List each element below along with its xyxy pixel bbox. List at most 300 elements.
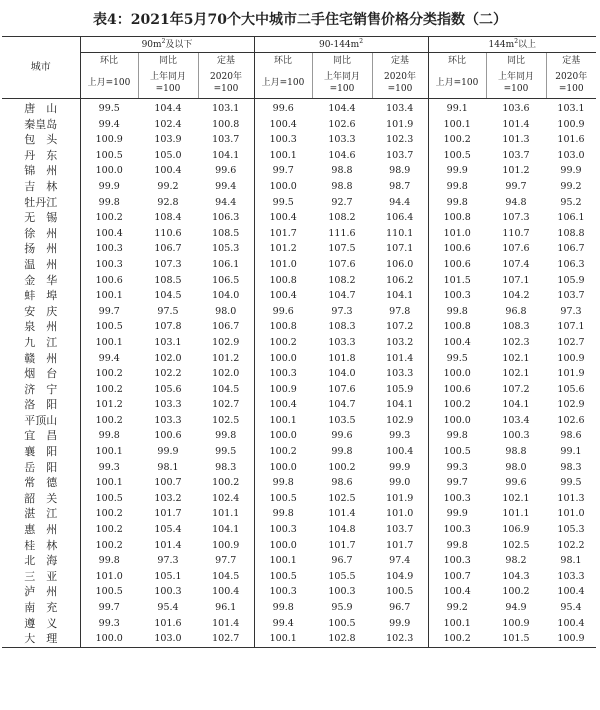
index-value: 100.2	[328, 461, 356, 473]
table-row	[2, 117, 596, 133]
city-name: 岳 阳	[24, 460, 58, 474]
city-name: 吉 林	[24, 179, 58, 193]
table-row	[2, 522, 596, 538]
index-value: 103.3	[154, 399, 182, 411]
index-value: 103.3	[328, 336, 356, 348]
index-value: 99.6	[505, 477, 527, 489]
sub-header: 同比	[138, 53, 198, 69]
index-value: 100.1	[254, 553, 312, 569]
index-value: 106.1	[212, 258, 240, 270]
index-value: 101.2	[502, 165, 530, 177]
index-value: 106.3	[212, 212, 240, 224]
index-value: 98.0	[215, 305, 237, 317]
index-value: 101.4	[154, 539, 182, 551]
table-row	[2, 241, 596, 257]
index-value: 108.3	[328, 321, 356, 333]
index-value: 101.0	[557, 508, 585, 520]
index-value: 102.2	[557, 539, 585, 551]
index-value: 99.5	[80, 99, 138, 117]
index-value: 99.8	[428, 428, 486, 444]
index-value: 106.7	[212, 321, 240, 333]
index-value: 102.4	[154, 118, 182, 130]
index-value: 105.3	[212, 243, 240, 255]
sub-header: 定基	[198, 53, 254, 69]
index-value: 100.4	[428, 335, 486, 351]
index-value: 101.3	[502, 134, 530, 146]
index-value: 103.3	[557, 570, 585, 582]
table-row	[2, 444, 596, 460]
index-value: 103.4	[502, 414, 530, 426]
index-value: 105.5	[328, 570, 356, 582]
index-value: 104.1	[212, 149, 240, 161]
index-value: 101.7	[328, 539, 356, 551]
city-name: 秦皇岛	[24, 117, 58, 131]
index-value: 107.1	[386, 243, 414, 255]
city-name: 北 海	[24, 554, 58, 568]
sub-header: 环比	[428, 53, 486, 69]
index-value: 103.7	[557, 290, 585, 302]
table-row	[2, 553, 596, 569]
index-value: 101.3	[557, 492, 585, 504]
index-value: 101.4	[502, 118, 530, 130]
index-value: 99.1	[428, 99, 486, 117]
index-value: 100.0	[80, 163, 138, 179]
index-value: 103.7	[212, 134, 240, 146]
header-row-sub	[2, 53, 596, 69]
table-row	[2, 397, 596, 413]
index-value: 105.3	[557, 524, 585, 536]
city-name: 襄 阳	[24, 445, 58, 459]
index-value: 100.2	[80, 210, 138, 226]
index-value: 107.3	[502, 212, 530, 224]
sub-header: 定基	[546, 53, 596, 69]
header-row-base	[2, 68, 596, 99]
index-value: 103.3	[328, 134, 356, 146]
index-value: 97.5	[157, 305, 179, 317]
index-value: 100.4	[386, 446, 414, 458]
index-value: 103.1	[154, 336, 182, 348]
index-value: 104.1	[502, 399, 530, 411]
index-value: 99.8	[331, 446, 353, 458]
index-value: 99.8	[254, 475, 312, 491]
table-row	[2, 382, 596, 398]
index-value: 100.3	[502, 430, 530, 442]
city-name: 泉 州	[24, 320, 58, 334]
index-value: 97.7	[215, 555, 237, 567]
index-value: 99.2	[560, 180, 582, 192]
index-value: 101.6	[154, 617, 182, 629]
index-value: 104.1	[386, 399, 414, 411]
index-value: 99.9	[389, 461, 411, 473]
table-row	[2, 273, 596, 289]
table-row	[2, 226, 596, 242]
index-value: 104.9	[386, 570, 414, 582]
index-value: 97.4	[389, 555, 411, 567]
index-value: 107.1	[557, 321, 585, 333]
index-value: 99.8	[428, 195, 486, 211]
index-value: 102.1	[502, 352, 530, 364]
index-value: 100.4	[254, 117, 312, 133]
index-value: 98.3	[215, 461, 237, 473]
index-value: 98.2	[505, 555, 527, 567]
index-value: 100.4	[254, 288, 312, 304]
index-value: 107.4	[502, 258, 530, 270]
index-value: 97.3	[331, 305, 353, 317]
index-value: 100.9	[502, 617, 530, 629]
index-value: 106.9	[502, 524, 530, 536]
index-value: 100.3	[428, 288, 486, 304]
index-value: 106.7	[154, 243, 182, 255]
city-name: 洛 阳	[24, 398, 58, 412]
index-value: 100.1	[80, 444, 138, 460]
index-value: 100.4	[557, 617, 585, 629]
index-value: 97.3	[157, 555, 179, 567]
index-value: 99.3	[80, 616, 138, 632]
index-value: 99.8	[428, 304, 486, 320]
index-value: 102.5	[328, 492, 356, 504]
index-value: 99.7	[254, 163, 312, 179]
index-value: 104.4	[328, 103, 356, 114]
index-value: 100.5	[328, 617, 356, 629]
index-value: 98.8	[331, 165, 353, 177]
index-value: 100.4	[154, 165, 182, 177]
index-value: 107.2	[386, 321, 414, 333]
city-name: 大 理	[2, 631, 80, 647]
index-value: 100.6	[154, 430, 182, 442]
index-value: 101.0	[254, 257, 312, 273]
city-name: 三 亚	[24, 569, 58, 583]
table-row	[2, 538, 596, 554]
index-value: 100.2	[80, 413, 138, 429]
index-value: 108.4	[154, 212, 182, 224]
index-value: 100.8	[212, 118, 240, 130]
index-value: 99.8	[428, 538, 486, 554]
index-value: 101.9	[386, 118, 414, 130]
city-name: 包 头	[24, 133, 58, 147]
table-row	[2, 428, 596, 444]
index-value: 101.4	[212, 617, 240, 629]
index-value: 100.1	[428, 117, 486, 133]
index-value: 99.6	[331, 430, 353, 442]
index-value: 99.8	[80, 553, 138, 569]
index-value: 101.2	[212, 352, 240, 364]
city-name: 无 锡	[24, 211, 58, 225]
city-name: 韶 关	[24, 491, 58, 505]
index-value: 99.4	[215, 180, 237, 192]
price-index-table	[2, 36, 596, 648]
index-value: 105.0	[154, 149, 182, 161]
index-value: 106.5	[212, 274, 240, 286]
index-value: 100.6	[428, 382, 486, 398]
city-name: 桂 林	[24, 538, 58, 552]
index-value: 103.4	[386, 103, 414, 114]
index-value: 100.2	[80, 382, 138, 398]
index-value: 100.4	[254, 397, 312, 413]
city-name: 徐 州	[24, 226, 58, 240]
index-value: 100.0	[254, 428, 312, 444]
table-row	[2, 600, 596, 616]
table-row	[2, 506, 596, 522]
index-value: 100.2	[80, 522, 138, 538]
index-value: 100.1	[254, 631, 312, 647]
index-value: 105.9	[386, 383, 414, 395]
index-value: 100.1	[80, 335, 138, 351]
index-value: 108.5	[212, 227, 240, 239]
index-value: 92.8	[157, 196, 179, 208]
index-value: 103.5	[328, 414, 356, 426]
index-value: 100.3	[428, 553, 486, 569]
index-value: 99.9	[80, 179, 138, 195]
index-value: 106.7	[557, 243, 585, 255]
index-value: 100.3	[80, 241, 138, 257]
index-value: 103.3	[154, 414, 182, 426]
index-value: 100.2	[428, 132, 486, 148]
base-header: 上月=100	[80, 68, 138, 99]
city-name: 唐 山	[24, 102, 58, 115]
index-value: 96.7	[389, 602, 411, 613]
index-value: 101.2	[80, 397, 138, 413]
index-value: 100.0	[254, 538, 312, 554]
index-value: 99.5	[428, 351, 486, 367]
table-row	[2, 491, 596, 507]
city-name: 南 充	[24, 601, 58, 614]
city-name: 扬 州	[24, 242, 58, 256]
index-value: 102.3	[372, 631, 428, 647]
base-header: 上月=100	[254, 68, 312, 99]
index-value: 101.5	[428, 273, 486, 289]
index-value: 99.9	[428, 506, 486, 522]
index-value: 99.9	[389, 617, 411, 629]
sub-header: 定基	[372, 53, 428, 69]
table-row	[2, 99, 596, 117]
index-value: 111.6	[328, 227, 356, 239]
index-value: 99.6	[254, 304, 312, 320]
index-value: 100.6	[80, 273, 138, 289]
index-value: 101.5	[486, 631, 546, 647]
base-header: 2020年 =100	[372, 68, 428, 99]
index-value: 100.4	[428, 584, 486, 600]
index-value: 105.4	[154, 524, 182, 536]
index-value: 96.8	[505, 305, 527, 317]
index-value: 100.6	[428, 257, 486, 273]
index-value: 106.3	[557, 258, 585, 270]
sub-header: 环比	[254, 53, 312, 69]
index-value: 98.9	[389, 165, 411, 177]
index-value: 105.6	[557, 383, 585, 395]
index-value: 100.2	[80, 506, 138, 522]
index-value: 100.2	[428, 631, 486, 647]
index-value: 108.2	[328, 274, 356, 286]
index-value: 98.6	[560, 430, 582, 442]
index-value: 102.3	[502, 336, 530, 348]
index-value: 105.1	[154, 570, 182, 582]
index-value: 100.3	[328, 586, 356, 598]
index-value: 100.4	[254, 210, 312, 226]
index-value: 102.1	[502, 368, 530, 380]
city-name: 温 州	[24, 257, 58, 271]
table-row	[2, 195, 596, 211]
city-name: 蚌 埠	[24, 289, 58, 303]
index-value: 100.3	[254, 132, 312, 148]
index-value: 101.0	[386, 508, 414, 520]
index-value: 107.6	[502, 243, 530, 255]
base-header: 上年同月 =100	[138, 68, 198, 99]
index-value: 101.0	[80, 569, 138, 585]
index-value: 100.5	[428, 148, 486, 164]
index-value: 97.8	[389, 305, 411, 317]
index-value: 99.4	[254, 616, 312, 632]
index-value: 99.9	[157, 446, 179, 458]
base-header: 上年同月 =100	[486, 68, 546, 99]
index-value: 100.1	[80, 288, 138, 304]
index-value: 102.7	[557, 336, 585, 348]
index-value: 99.8	[215, 430, 237, 442]
index-value: 105.6	[154, 383, 182, 395]
index-value: 99.4	[80, 117, 138, 133]
index-value: 101.9	[557, 368, 585, 380]
index-value: 108.2	[328, 212, 356, 224]
table-row	[2, 335, 596, 351]
city-name: 安 庆	[24, 304, 58, 318]
index-value: 102.8	[312, 631, 372, 647]
index-value: 102.9	[386, 414, 414, 426]
index-value: 110.6	[154, 227, 182, 239]
index-value: 100.5	[80, 319, 138, 335]
index-value: 100.3	[254, 366, 312, 382]
city-name: 泸 州	[24, 585, 58, 599]
index-value: 106.2	[386, 274, 414, 286]
index-value: 100.9	[557, 118, 585, 130]
index-value: 104.8	[328, 524, 356, 536]
index-value: 101.7	[154, 508, 182, 520]
index-value: 103.0	[138, 631, 198, 647]
group-header-small: $90m^2$及以下	[80, 37, 254, 53]
table-row	[2, 304, 596, 320]
city-name: 牡丹江	[24, 195, 58, 209]
index-value: 102.0	[154, 352, 182, 364]
index-value: 99.5	[560, 477, 582, 489]
index-value: 99.7	[80, 304, 138, 320]
table-row	[2, 569, 596, 585]
table-row	[2, 631, 596, 647]
index-value: 99.2	[157, 180, 179, 192]
index-value: 102.6	[328, 118, 356, 130]
index-value: 101.8	[328, 352, 356, 364]
index-value: 108.5	[154, 274, 182, 286]
index-value: 103.1	[557, 103, 585, 114]
index-value: 103.7	[502, 149, 530, 161]
base-header: 上月=100	[428, 68, 486, 99]
index-value: 100.0	[254, 351, 312, 367]
index-value: 103.7	[386, 149, 414, 161]
index-value: 99.7	[505, 180, 527, 192]
index-value: 98.8	[505, 446, 527, 458]
city-column-header: 城市	[2, 37, 80, 99]
index-value: 99.3	[428, 460, 486, 476]
index-value: 100.5	[386, 586, 414, 598]
index-value: 99.3	[80, 460, 138, 476]
index-value: 95.4	[157, 602, 179, 613]
table-row	[2, 475, 596, 491]
base-header: 上年同月 =100	[312, 68, 372, 99]
index-value: 104.5	[154, 290, 182, 302]
index-value: 100.5	[80, 491, 138, 507]
index-value: 102.9	[557, 399, 585, 411]
index-value: 104.2	[502, 290, 530, 302]
index-value: 100.1	[254, 413, 312, 429]
index-value: 100.3	[254, 584, 312, 600]
index-value: 104.5	[212, 570, 240, 582]
index-value: 100.2	[80, 366, 138, 382]
index-value: 95.4	[560, 602, 582, 613]
index-value: 101.1	[502, 508, 530, 520]
index-value: 107.1	[502, 274, 530, 286]
index-value: 96.7	[331, 555, 353, 567]
index-value: 99.8	[80, 195, 138, 211]
table-row	[2, 257, 596, 273]
index-value: 103.1	[212, 103, 240, 114]
base-header: 2020年 =100	[546, 68, 596, 99]
index-value: 98.1	[157, 461, 179, 473]
city-name: 湛 江	[24, 507, 58, 521]
index-value: 104.7	[328, 290, 356, 302]
index-value: 96.1	[215, 602, 237, 613]
index-value: 100.0	[428, 413, 486, 429]
index-value: 100.8	[428, 319, 486, 335]
index-value: 100.2	[428, 397, 486, 413]
index-value: 98.8	[331, 180, 353, 192]
index-value: 99.6	[254, 99, 312, 117]
index-value: 100.0	[254, 179, 312, 195]
index-value: 94.9	[505, 602, 527, 613]
table-row	[2, 584, 596, 600]
index-value: 94.4	[215, 196, 237, 208]
index-value: 100.8	[254, 273, 312, 289]
index-value: 102.7	[212, 399, 240, 411]
index-value: 99.2	[428, 600, 486, 616]
index-value: 100.0	[254, 460, 312, 476]
index-value: 101.4	[328, 508, 356, 520]
index-value: 101.7	[254, 226, 312, 242]
index-value: 101.6	[557, 134, 585, 146]
index-value: 103.7	[386, 524, 414, 536]
table-row	[2, 132, 596, 148]
index-value: 100.5	[428, 444, 486, 460]
index-value: 100.3	[428, 491, 486, 507]
index-value: 100.2	[254, 335, 312, 351]
city-name: 九 江	[24, 335, 58, 349]
index-value: 100.4	[80, 226, 138, 242]
index-value: 101.1	[212, 508, 240, 520]
table-row	[2, 148, 596, 164]
index-value: 103.0	[557, 149, 585, 161]
index-value: 104.3	[502, 570, 530, 582]
group-header-large: $144m^2$以上	[428, 37, 596, 53]
index-value: 99.3	[389, 430, 411, 442]
index-value: 102.5	[502, 539, 530, 551]
city-name: 丹 东	[24, 148, 58, 162]
index-value: 108.8	[557, 227, 585, 239]
index-value: 99.6	[215, 165, 237, 177]
index-value: 100.2	[80, 538, 138, 554]
index-value: 103.2	[154, 492, 182, 504]
city-name: 惠 州	[24, 523, 58, 537]
index-value: 104.0	[328, 368, 356, 380]
index-value: 107.2	[502, 383, 530, 395]
index-value: 100.3	[254, 522, 312, 538]
base-header: 2020年 =100	[198, 68, 254, 99]
index-value: 101.0	[428, 226, 486, 242]
